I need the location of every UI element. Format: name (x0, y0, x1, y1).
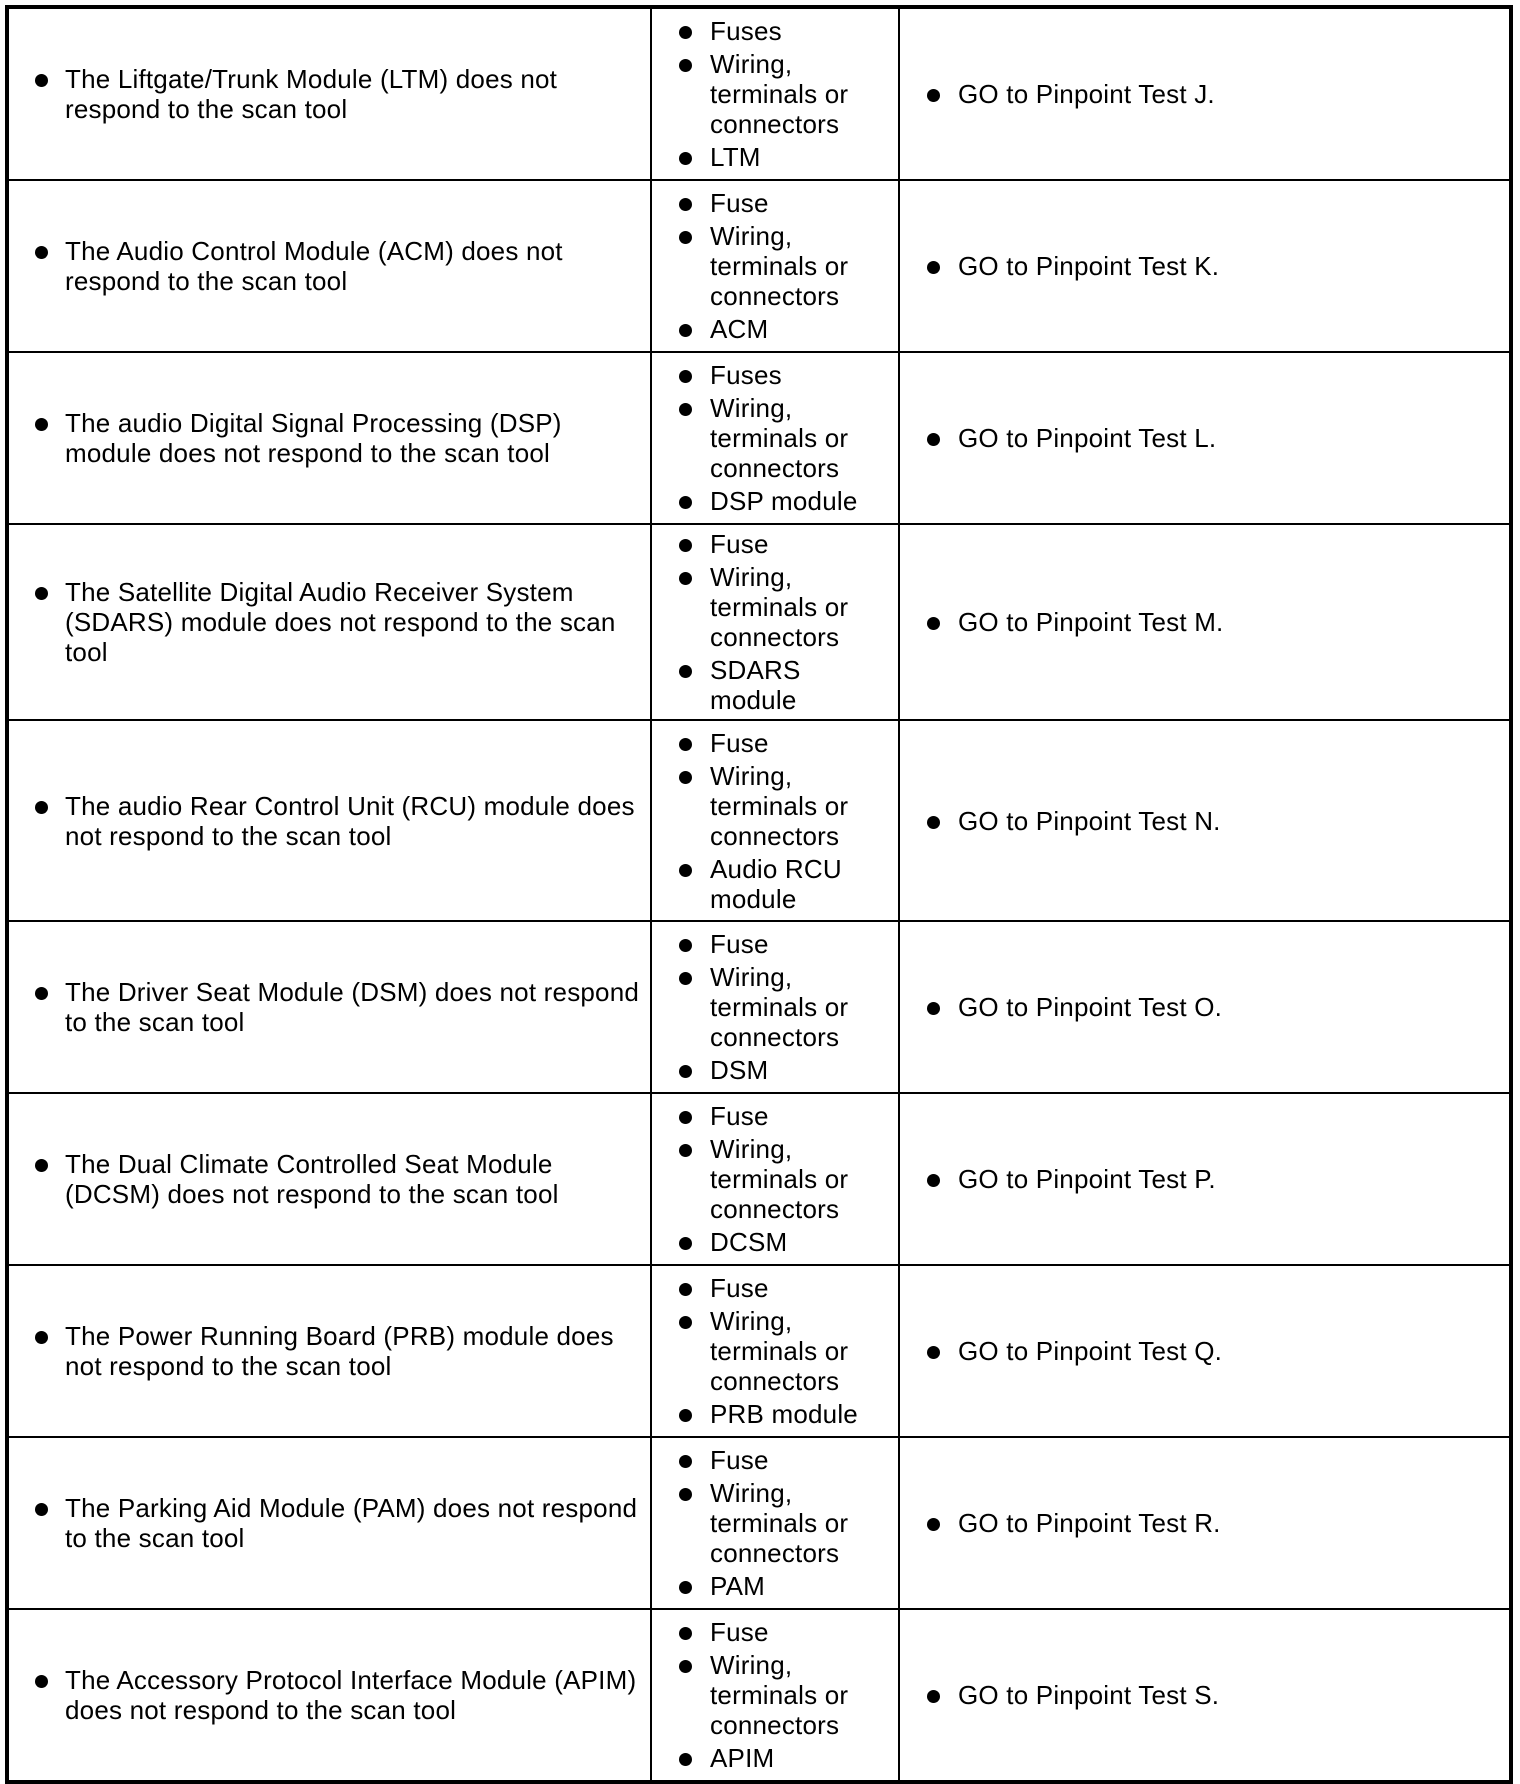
source-item: Wiring, terminals or connectors (652, 1134, 892, 1224)
source-item: Fuse (652, 1273, 892, 1303)
source-item: Wiring, terminals or connectors (652, 962, 892, 1052)
source-item: Wiring, terminals or connectors (652, 221, 892, 311)
source-item: LTM (652, 142, 892, 172)
condition-cell (7, 1437, 651, 1609)
condition-text: The Parking Aid Module (PAM) does not respond to the scan tool (9, 1493, 650, 1553)
source-item: Fuses (652, 360, 892, 390)
condition-text: The Accessory Protocol Interface Module (APIM) does not respond to the scan tool (9, 1665, 650, 1725)
possible-sources-list (652, 724, 898, 918)
source-item: DSP module (652, 486, 892, 516)
possible-sources-cell (651, 352, 899, 524)
source-item: Wiring, terminals or connectors (652, 761, 892, 851)
possible-sources-list (652, 1441, 898, 1605)
table-row (7, 720, 1511, 921)
source-item: Wiring, terminals or connectors (652, 562, 892, 652)
source-item: SDARS module (652, 655, 892, 715)
condition-cell (7, 921, 651, 1093)
condition-cell (7, 1265, 651, 1437)
table-row (7, 921, 1511, 1093)
pinpoint-test-action: GO to Pinpoint Test N. (900, 806, 1509, 836)
table-row (7, 180, 1511, 352)
source-item: PRB module (652, 1399, 892, 1429)
condition-cell (7, 7, 651, 180)
possible-sources-list (652, 12, 898, 176)
action-cell (899, 1609, 1511, 1782)
possible-sources-list (652, 184, 898, 348)
pinpoint-test-action: GO to Pinpoint Test O. (900, 992, 1509, 1022)
possible-sources-list (652, 356, 898, 520)
source-item: Audio RCU module (652, 854, 892, 914)
action-cell (899, 1265, 1511, 1437)
pinpoint-test-action: GO to Pinpoint Test M. (900, 607, 1509, 637)
source-item: Fuse (652, 1445, 892, 1475)
table-row (7, 7, 1511, 180)
source-item: DSM (652, 1055, 892, 1085)
source-item: Wiring, terminals or connectors (652, 49, 892, 139)
action-cell (899, 352, 1511, 524)
condition-cell (7, 720, 651, 921)
source-item: Fuse (652, 1617, 892, 1647)
condition-cell (7, 180, 651, 352)
action-cell (899, 1437, 1511, 1609)
table-row (7, 1093, 1511, 1265)
condition-text: The Satellite Digital Audio Receiver System (SDARS) module does not respond to the scan tool (9, 577, 650, 667)
source-item: Wiring, terminals or connectors (652, 1478, 892, 1568)
table-row (7, 1437, 1511, 1609)
source-item: Wiring, terminals or connectors (652, 1650, 892, 1740)
action-cell (899, 180, 1511, 352)
source-item: Wiring, terminals or connectors (652, 1306, 892, 1396)
action-cell (899, 7, 1511, 180)
source-item: Fuse (652, 529, 892, 559)
possible-sources-list (652, 1097, 898, 1261)
condition-cell (7, 524, 651, 720)
possible-sources-cell (651, 1093, 899, 1265)
source-item: Fuse (652, 188, 892, 218)
table-row (7, 1609, 1511, 1782)
pinpoint-test-action: GO to Pinpoint Test K. (900, 251, 1509, 281)
possible-sources-cell (651, 1437, 899, 1609)
possible-sources-list (652, 1269, 898, 1433)
possible-sources-cell (651, 7, 899, 180)
symptom-chart-table (5, 5, 1513, 1784)
source-item: Fuse (652, 1101, 892, 1131)
condition-cell (7, 352, 651, 524)
table-row (7, 1265, 1511, 1437)
pinpoint-test-action: GO to Pinpoint Test Q. (900, 1336, 1509, 1366)
action-cell (899, 524, 1511, 720)
pinpoint-test-action: GO to Pinpoint Test J. (900, 79, 1509, 109)
possible-sources-list (652, 525, 898, 719)
source-item: Fuses (652, 16, 892, 46)
condition-text: The Liftgate/Trunk Module (LTM) does not respond to the scan tool (9, 64, 650, 124)
pinpoint-test-action: GO to Pinpoint Test L. (900, 423, 1509, 453)
possible-sources-cell (651, 524, 899, 720)
source-item: Fuse (652, 929, 892, 959)
possible-sources-cell (651, 1609, 899, 1782)
possible-sources-cell (651, 921, 899, 1093)
possible-sources-cell (651, 1265, 899, 1437)
possible-sources-cell (651, 180, 899, 352)
possible-sources-cell (651, 720, 899, 921)
condition-text: The audio Digital Signal Processing (DSP) module does not respond to the scan tool (9, 408, 650, 468)
source-item: DCSM (652, 1227, 892, 1257)
table-row (7, 352, 1511, 524)
action-cell (899, 720, 1511, 921)
source-item: Wiring, terminals or connectors (652, 393, 892, 483)
action-cell (899, 921, 1511, 1093)
source-item: Fuse (652, 728, 892, 758)
source-item: ACM (652, 314, 892, 344)
condition-text: The Dual Climate Controlled Seat Module (DCSM) does not respond to the scan tool (9, 1149, 650, 1209)
condition-text: The audio Rear Control Unit (RCU) module does not respond to the scan tool (9, 791, 650, 851)
pinpoint-test-action: GO to Pinpoint Test R. (900, 1508, 1509, 1538)
condition-text: The Power Running Board (PRB) module does not respond to the scan tool (9, 1321, 650, 1381)
condition-cell (7, 1609, 651, 1782)
condition-text: The Audio Control Module (ACM) does not respond to the scan tool (9, 236, 650, 296)
pinpoint-test-action: GO to Pinpoint Test S. (900, 1680, 1509, 1710)
action-cell (899, 1093, 1511, 1265)
possible-sources-list (652, 1613, 898, 1777)
source-item: APIM (652, 1743, 892, 1773)
table-row (7, 524, 1511, 720)
condition-text: The Driver Seat Module (DSM) does not respond to the scan tool (9, 977, 650, 1037)
pinpoint-test-action: GO to Pinpoint Test P. (900, 1164, 1509, 1194)
source-item: PAM (652, 1571, 892, 1601)
possible-sources-list (652, 925, 898, 1089)
condition-cell (7, 1093, 651, 1265)
